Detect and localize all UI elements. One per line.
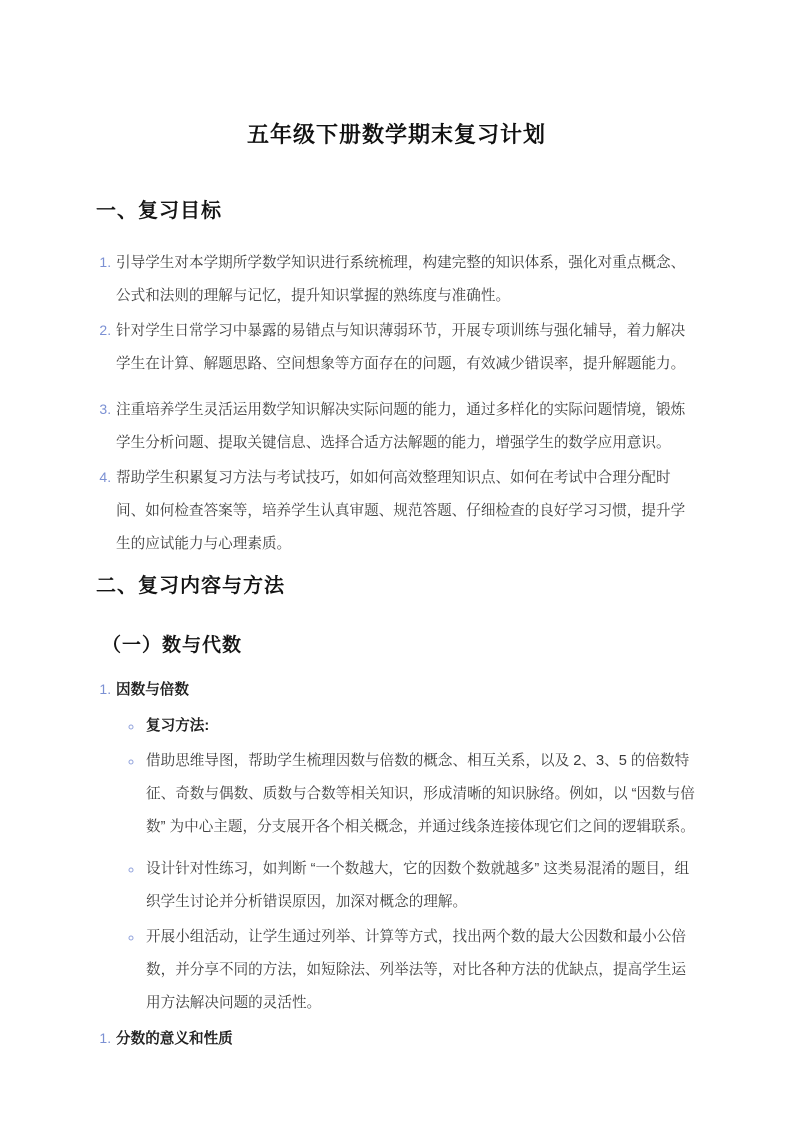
topic-item-factors-multiples [115, 673, 697, 1020]
goal-item-1: 1. 引导学生对本学期所学数学知识进行系统梳理，构建完整的知识体系，强化对重点概念、公式和法则的理解与记忆，提升知识掌握的熟练度与准确性。 [115, 246, 697, 313]
method-list [116, 710, 697, 1020]
subsection-heading-numbers-algebra: （一）数与代数 [102, 635, 243, 656]
method-bullet-2: ◦ 设计针对性练习，如判断 “一个数越大，它的因数个数就越多” 这类易混淆的题目，组织学生讨论并分析错误原因，加深对概念的理解。 [143, 853, 697, 919]
method-label: ◦ 复习方法: [143, 710, 697, 743]
method-bullet-3: ◦ 开展小组活动，让学生通过列举、计算等方式，找出两个数的最大公因数和最小公倍数，并分享不同的方法，如短除法、列举法等，对比各种方法的优缺点，提高学生运用方法解决问题的灵活性。 [143, 921, 697, 1020]
goal-item-2: 2. 针对学生日常学习中暴露的易错点与知识薄弱环节，开展专项训练与强化辅导，着力解决学生在计算、解题思路、空间想象等方面存在的问题，有效减少错误率，提升解题能力。 [115, 314, 697, 381]
document-title: 五年级下册数学期末复习计划 [246, 122, 546, 147]
section-heading-goals: 一、复习目标 [96, 200, 222, 222]
goal-item-4: 4. 帮助学生积累复习方法与考试技巧，如如何高效整理知识点、如何在考试中合理分配时间、如何检查答案等，培养学生认真审题、规范答题、仔细检查的良好学习习惯，提升学生的应试能力与心理素质。 [115, 461, 697, 561]
topic-label: 因数与倍数 [116, 682, 189, 698]
topic-list-factors [96, 673, 697, 1020]
method-bullet-1: ◦ 借助思维导图，帮助学生梳理因数与倍数的概念、相互关系，以及 2、3、5 的倍数特征、奇数与偶数、质数与合数等相关知识，形成清晰的知识脉络。例如，以 “因数与倍数” 为中心主题，分支展开各个相关概念，并通过线条连接体现它们之间的逻辑联系。 [143, 745, 697, 844]
section-heading-content: 二、复习内容与方法 [96, 575, 285, 597]
topic-list-fractions [96, 1022, 697, 1056]
goal-item-3: 3. 注重培养学生灵活运用数学知识解决实际问题的能力，通过多样化的实际问题情境，锻炼学生分析问题、提取关键信息、选择合适方法解题的能力，增强学生的数学应用意识。 [115, 393, 697, 460]
topic-label: 分数的意义和性质 [116, 1031, 233, 1047]
topic-item-fractions [115, 1022, 697, 1056]
goals-list [96, 246, 697, 561]
